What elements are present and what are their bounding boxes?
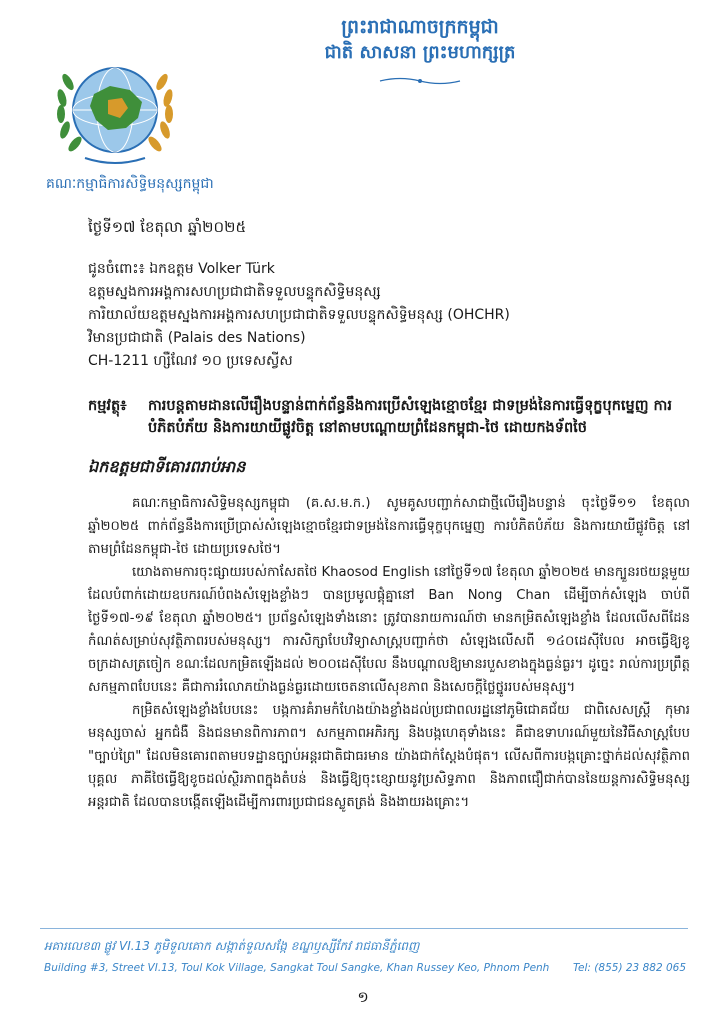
- salutation: ឯកឧត្តមជាទីគោរពរាប់អាន: [88, 457, 246, 476]
- subject-label: កម្មវត្ថុ៖: [88, 398, 127, 414]
- subject-text: ការបន្តតាមដានលើរឿងបន្ទាន់ពាក់ព័ន្ធនឹងការប្រើសំឡេងខ្មោចខ្មែរ ជាទម្រង់នៃការធ្វើទុក្ខបុកម្នេញ ការបំភិតបំភ័យ និងការយាយីផ្លូវចិត្ត នៅតាមបណ្ដោយព្រំដែនកម្ពុជា-ថៃ ដោយកងទ័ពថៃ: [148, 398, 672, 436]
- footer-address-english: Building #3, Street VI.13, Toul Kok Village, Sangkat Toul Sangke, Khan Russey Keo, Phnom Penh: [44, 962, 550, 974]
- page-number: ១: [357, 988, 369, 1006]
- recipient-line: វិមានប្រជាជាតិ (Palais des Nations): [88, 330, 306, 346]
- organization-name: គណៈកម្មាធិការសិទ្ធិមនុស្សកម្ពុជា: [46, 176, 214, 192]
- recipient-line: ឧត្តមស្នងការអង្គការសហប្រជាជាតិទទួលបន្ទុកសិទ្ធិមនុស្ស: [88, 284, 381, 300]
- kingdom-line-1: ព្រះរាជាណាចក្រកម្ពុជា: [341, 16, 499, 38]
- footer-telephone: Tel: (855) 23 882 065: [572, 962, 686, 974]
- recipient-line: ការិយាល័យឧត្តមស្នងការអង្គការសហប្រជាជាតិទទួលបន្ទុកសិទ្ធិមនុស្ស (OHCHR): [88, 307, 510, 323]
- body-paragraph: យោងតាមការចុះផ្សាយរបស់កាសែតថៃ Khaosod English នៅថ្ងៃទី១៧ ខែតុលា ឆ្នាំ២០២៥ មានក្បួនរថយន្តមួយ ដែលបំពាក់ដោយឧបករណ៍បំពងសំឡេងខ្លាំងៗ បានប្រមូលផ្តុំគ្នានៅ Ban Nong Chan ដើម្បីចាក់សំឡេង ចាប់ពីថ្ងៃទី១៧-១៩ ខែតុលា ឆ្នាំ២០២៥។ ប្រព័ន្ធសំឡេងទាំងនោះ ត្រូវបានរាយការណ៍ថា មានកម្រិតសំឡេងខ្លាំង ដែលលើសពីដែនកំណត់សម្រាប់សុវត្ថិភាពរបស់មនុស្ស។ ការសិក្សាបែបវិទ្យាសាស្ត្របញ្ជាក់ថា សំឡេងលើសពី ១៤០ដេស៊ីបែល អាចធ្វើឱ្យខូចក្រដាសត្រចៀក ខណៈដែលកម្រិតឡើងដល់ ២០០ដេស៊ីបែល នឹងបណ្តាលឱ្យមានរបួសខាងក្នុងធ្ងន់ធ្ងរ។ ដូច្នេះ រាល់ការប្រព្រឹត្តសកម្មភាពបែបនេះ គឺជាការរំលោភយ៉ាងធ្ងន់ធ្ងរដោយចេតនាលើសុខភាព និងសេចក្តីថ្លៃថ្នូររបស់មនុស្ស។: [88, 565, 690, 695]
- footer-address-khmer: អគារលេខ៣ ផ្លូវ VI.13 ភូមិទួលគោក សង្កាត់ទួលសង្កែ ខណ្ឌឫស្សីកែវ រាជធានីភ្នំពេញ: [44, 939, 420, 953]
- body-paragraph: កម្រិតសំឡេងខ្លាំងបែបនេះ បង្កការគំរាមកំហែងយ៉ាងខ្លាំងដល់ប្រជាពលរដ្ឋនៅភូមិជោគជ័យ ជាពិសេសស្ត្រី កុមារ មនុស្សចាស់ អ្នកជំងឺ និងជនមានពិការភាព។ សកម្មភាពអភិរក្ស និងបង្កហេតុទាំងនេះ គឺជាឧទាហរណ៍មួយនៃវិធីសាស្ត្របែប "ច្បាប់ព្រៃ" ដែលមិនគោរពតាមបទដ្ឋានច្បាប់អន្តរជាតិជាធរមាន យ៉ាងជាក់ស្តែងបំផុត។ លើសពីការបង្កគ្រោះថ្នាក់ដល់សុវត្ថិភាពបុគ្គល ភាគីថៃធ្វើឱ្យខូចដល់ស្ថិរភាពក្នុងតំបន់ និងធ្វើឱ្យចុះខ្សោយនូវប្រសិទ្ធភាព និងភាពជឿជាក់បាននៃយន្តការសិទ្ធិមនុស្សអន្តរជាតិ ដែលបានបង្កើតឡើងដើម្បីការពារប្រជាជនស្លូតត្រង់ និងងាយរងគ្រោះ។: [88, 703, 690, 810]
- recipient-line: ជូនចំពោះ៖ ឯកឧត្តម Volker Türk: [88, 261, 275, 277]
- recipient-line: CH-1211 ហ្សឺណែវ ១០ ប្រទេសស្វីស: [88, 353, 293, 369]
- recipient-block: [88, 258, 510, 373]
- ornament-icon: [375, 76, 465, 86]
- org-logo-icon: [50, 52, 180, 172]
- body-paragraph: គណៈកម្មាធិការសិទ្ធិមនុស្សកម្ពុជា (គ.ស.ម.ក.) សូមគូសបញ្ជាក់សាជាថ្មីលើរឿងបន្ទាន់ ចុះថ្ងៃទី១១ ខែតុលា ឆ្នាំ២០២៥ ពាក់ព័ន្ធនឹងការប្រើប្រាស់សំឡេងខ្មោចខ្មែរជាទម្រង់នៃការធ្វើទុក្ខបុកម្នេញ ការបំភិតបំភ័យ និងការយាយីផ្លូវចិត្ត នៅតាមព្រំដែនកម្ពុជា-ថៃ ដោយប្រទេសថៃ។: [88, 496, 690, 557]
- footer-divider: [40, 928, 688, 929]
- kingdom-motto: [270, 14, 570, 66]
- letter-date: ថ្ងៃទី១៧ ខែតុលា ឆ្នាំ២០២៥: [88, 218, 247, 236]
- letter-body: [88, 492, 690, 814]
- kingdom-line-2: ជាតិ សាសនា ព្រះមហាក្សត្រ: [324, 42, 516, 63]
